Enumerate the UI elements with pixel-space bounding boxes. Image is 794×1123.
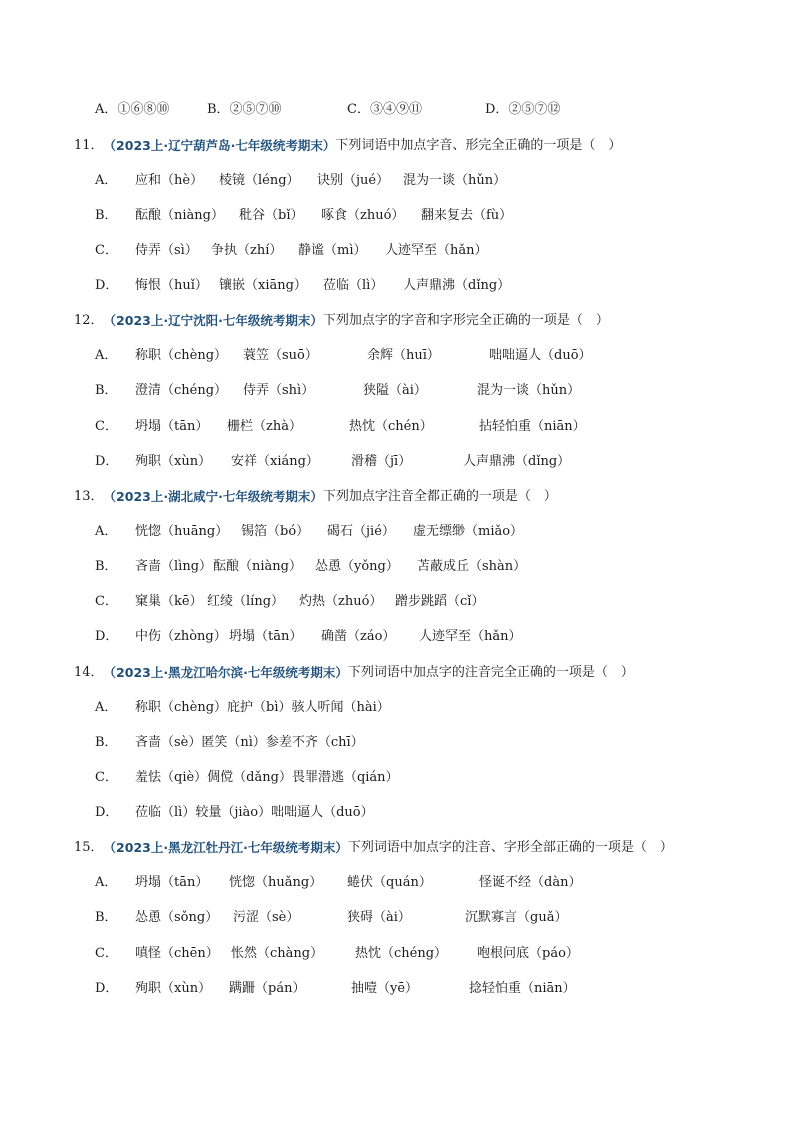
question-13-option-a [95,523,523,541]
option-word: 酝酿（niàng） [213,559,302,574]
option-text: 吝啬（sè）匿笑（nì）参差不齐（chī） [135,735,364,750]
option-word: 安祥（xiáng） [231,454,319,469]
option-letter: A． [95,875,118,890]
option-word: 静谧（mì） [298,243,367,258]
option-word: 确凿（záo） [321,629,396,644]
option-letter: C． [95,770,118,785]
option-word: 人声鼎沸（dǐng） [403,278,511,293]
question-number: 12． [74,313,104,328]
option-word: 碣石（jié） [327,524,395,539]
option-word: 余辉（huī） [367,348,440,363]
option-letter: C． [95,243,118,258]
option-word: 怅然（chàng） [231,946,324,961]
option-letter: C． [95,594,118,609]
option-word: 啄食（zhuó） [321,208,405,223]
question-14-option-d [95,804,374,822]
option-word: 混为一谈（hǔn） [403,173,507,188]
option-letter: A． [95,524,118,539]
option-letter: B． [95,910,118,925]
question-15-stem [74,839,673,857]
question-source: （2023上·辽宁葫芦岛·七年级统考期末） [103,138,336,153]
option-letter: A． [95,700,118,715]
option-letter: A． [95,173,118,188]
option-word: 蓑笠（suō） [243,348,318,363]
question-13-option-b [95,558,526,576]
question-text: 下列词语中加点字的注音完全正确的一项是（ ） [347,665,634,680]
option-word: 怂恿（yǒng） [315,559,399,574]
option-word: 拈轻怕重（niān） [479,419,586,434]
question-11-option-c [95,242,488,260]
question-source: （2023上·黑龙江牡丹江·七年级统考期末） [103,840,348,855]
option-word: 锡箔（bó） [241,524,310,539]
option-word: 滑稽（jī） [351,454,412,469]
option-word: 诀别（jué） [317,173,390,188]
top-option-b: B．②⑤⑦⑩ [207,102,282,117]
option-word: 殉职（xùn） [135,981,212,996]
question-number: 14． [74,665,104,680]
question-text: 下列词语中加点字音、形完全正确的一项是（ ） [335,138,622,153]
option-word: 坍塌（tān） [135,419,209,434]
option-word: 应和（hè） [135,173,204,188]
question-number: 15． [74,840,104,855]
question-14-option-b [95,734,364,752]
question-source: （2023上·辽宁沈阳·七年级统考期末） [103,313,323,328]
option-word: 怂恿（sǒng） [135,910,219,925]
option-letter: D． [95,278,119,293]
option-word: 人声鼎沸（dǐng） [463,454,571,469]
option-letter: B． [95,735,118,750]
option-letter: D． [95,805,119,820]
option-word: 中伤（zhòng） [135,629,227,644]
option-word: 苫蔽成丘（shàn） [417,559,527,574]
question-11-option-d [95,277,510,295]
option-word: 棱镜（léng） [219,173,300,188]
question-source: （2023上·黑龙江哈尔滨·七年级统考期末） [103,665,348,680]
option-word: 悔恨（huǐ） [135,278,208,293]
option-word: 蹭步跳蹈（cǐ） [395,594,485,609]
option-word: 酝酿（niàng） [135,208,224,223]
option-text: 莅临（lì）较量（jiào）咄咄逼人（duō） [135,805,374,820]
option-word: 抽噎（yē） [351,981,419,996]
option-word: 称职（chèng） [135,348,228,363]
option-letter: C． [95,419,118,434]
option-letter: B． [95,559,118,574]
question-12-option-c [95,418,586,436]
option-text: 羞怯（qiè）倜傥（dǎng）畏罪潜逃（qián） [135,770,399,785]
option-word: 沉默寡言（guǎ） [465,910,568,925]
option-word: 争执（zhí） [211,243,283,258]
option-word: 莅临（lì） [323,278,384,293]
option-word: 侍弄（sì） [135,243,198,258]
question-13-stem [74,488,557,506]
option-word: 栅栏（zhà） [227,419,302,434]
option-word: 虚无缥缈（miǎo） [413,524,524,539]
option-word: 坍塌（tān） [229,629,303,644]
option-word: 翻来复去（fù） [421,208,513,223]
option-letter: C． [95,946,118,961]
option-word: 热忱（chéng） [355,946,448,961]
option-word: 狭隘（ài） [363,383,427,398]
question-11-option-a [95,172,506,190]
question-number: 13． [74,489,104,504]
option-letter: D． [95,629,119,644]
question-12-option-a [95,347,592,365]
option-word: 恍惚（huāng） [135,524,229,539]
option-word: 污涩（sè） [233,910,300,925]
option-word: 怪诞不经（dàn） [479,875,582,890]
option-word: 人迹罕至（hǎn） [419,629,522,644]
question-14-option-c [95,769,399,787]
option-word: 咆根问底（páo） [477,946,579,961]
option-word: 侍弄（shì） [243,383,315,398]
question-15-option-d [95,980,576,998]
option-word: 澄清（chéng） [135,383,228,398]
option-word: 秕谷（bǐ） [239,208,304,223]
option-letter: B． [95,208,118,223]
question-14-stem [74,664,634,682]
option-word: 热忱（chén） [349,419,433,434]
option-word: 蜷伏（quán） [347,875,432,890]
question-15-option-a [95,874,581,892]
top-option-d: D．②⑤⑦⑫ [485,102,561,117]
option-word: 窠巢（kē） [135,594,203,609]
option-word: 混为一谈（hǔn） [477,383,581,398]
option-letter: B． [95,383,118,398]
question-15-option-c [95,945,579,963]
option-word: 咄咄逼人（duō） [489,348,592,363]
option-word: 嗔怪（chēn） [135,946,219,961]
question-12-option-d [95,453,570,471]
question-14-option-a [95,699,390,717]
option-letter: A． [95,348,118,363]
question-13-option-d [95,628,522,646]
option-word: 捻轻怕重（niān） [469,981,576,996]
option-word: 坍塌（tān） [135,875,209,890]
top-option-a: A．①⑥⑧⑩ [95,102,170,117]
option-word: 殉职（xùn） [135,454,212,469]
option-letter: D． [95,981,119,996]
question-12-option-b [95,382,580,400]
option-word: 灼热（zhuó） [299,594,383,609]
option-word: 恍惚（huǎng） [229,875,323,890]
option-letter: D． [95,454,119,469]
question-source: （2023上·湖北咸宁·七年级统考期末） [103,489,323,504]
question-11-stem [74,137,621,155]
top-option-c: C．③④⑨⑪ [347,102,422,117]
option-text: 称职（chèng）庇护（bì）骇人听闻（hài） [135,700,390,715]
question-13-option-c [95,593,484,611]
top-options-row [95,101,560,119]
question-12-stem [74,312,609,330]
question-text: 下列加点字注音全都正确的一项是（ ） [322,489,557,504]
question-text: 下列词语中加点字的注音、字形全部正确的一项是（ ） [347,840,673,855]
option-word: 狭碍（ài） [347,910,411,925]
question-number: 11． [74,138,104,153]
option-word: 红绫（líng） [207,594,285,609]
option-word: 人迹罕至（hǎn） [385,243,488,258]
option-word: 镶嵌（xiāng） [219,278,307,293]
question-11-option-b [95,207,512,225]
option-word: 吝啬（lìng） [135,559,213,574]
question-text: 下列加点字的字音和字形完全正确的一项是（ ） [322,313,609,328]
option-word: 蹒跚（pán） [229,981,306,996]
question-15-option-b [95,909,567,927]
